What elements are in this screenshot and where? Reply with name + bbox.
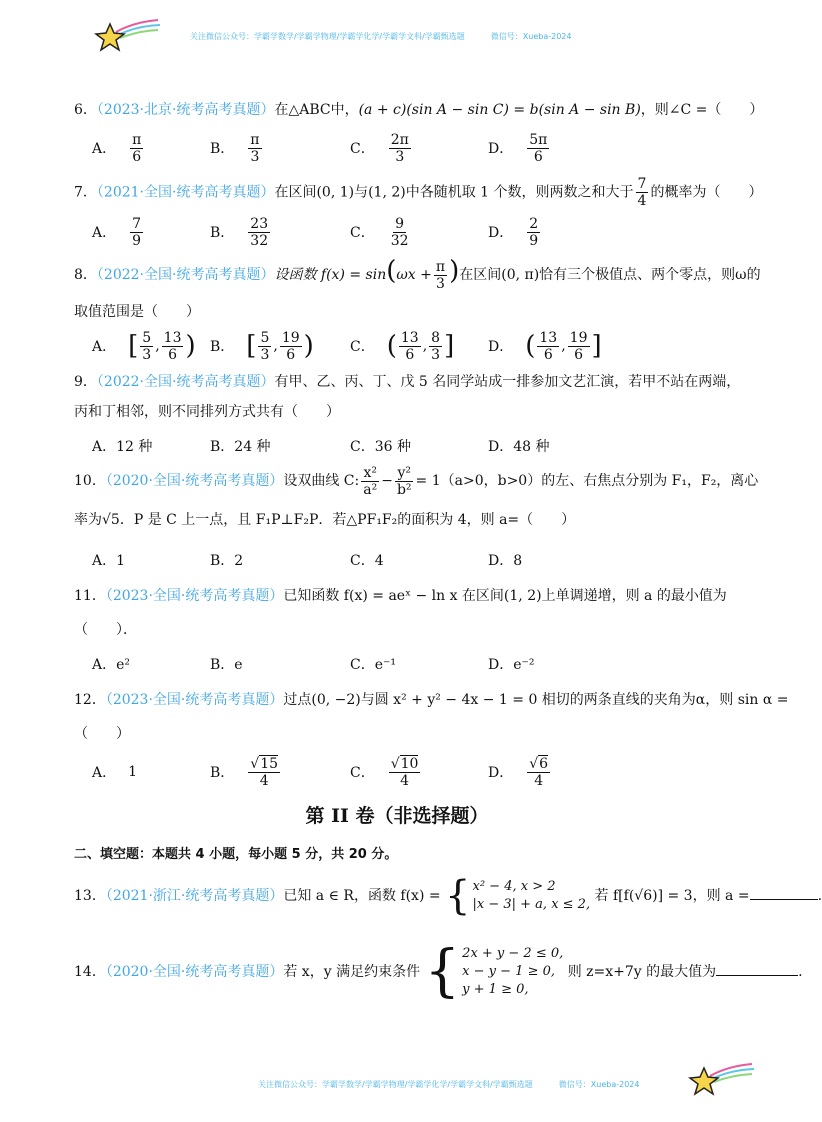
frac-den: 6 xyxy=(533,148,543,165)
footer-wechat: 微信号：Xueba-2024 xyxy=(558,1080,640,1089)
option-d[interactable]: D．48 种 xyxy=(488,439,550,455)
frac-num: 9 xyxy=(395,215,405,232)
frac-num: 8 xyxy=(431,329,441,346)
frac-den: b² xyxy=(396,481,412,498)
star-logo-icon xyxy=(688,1062,756,1100)
frac-den: 6 xyxy=(132,148,142,165)
frac-den: 6 xyxy=(543,346,553,363)
option-b[interactable] xyxy=(210,212,272,252)
options-6 xyxy=(92,128,732,168)
frac-num: 19 xyxy=(569,329,588,346)
frac-num: π xyxy=(132,131,142,148)
option-c[interactable]: C．e⁻¹ xyxy=(350,657,396,673)
question-number: 8． xyxy=(74,267,97,283)
option-letter: C． xyxy=(350,339,375,355)
frac-den: 32 xyxy=(390,232,409,249)
option-b[interactable]: B．2 xyxy=(210,553,244,569)
option-b[interactable] xyxy=(210,128,264,168)
option-letter: B． xyxy=(210,141,235,157)
question-text: 已知 a ∈ R，函数 f(x) = xyxy=(283,888,441,904)
question-text-end: = 1（a>0，b>0）的左、右焦点分别为 F₁，F₂，离心 xyxy=(415,473,759,489)
question-source: （2021·浙江·统考高考真题） xyxy=(105,888,284,904)
constraint-row: y + 1 ≥ 0, xyxy=(462,982,529,997)
frac-num: 19 xyxy=(281,329,300,346)
options-12 xyxy=(92,752,732,792)
option-a[interactable] xyxy=(92,752,137,792)
question-text: 有甲、乙、丙、丁、戊 5 名同学站成一排参加文艺汇演，若甲不站在两端， xyxy=(274,374,741,390)
interval-open: [ xyxy=(128,331,139,361)
frac-den: 4 xyxy=(637,193,647,209)
constraint-system: { 2x + y − 2 ≤ 0, x − y − 1 ≥ 0, y + 1 ≥ 0, xyxy=(424,939,564,1004)
question-text: 设双曲线 C: xyxy=(283,473,360,489)
option-a[interactable] xyxy=(92,128,145,168)
radicand: 6 xyxy=(539,755,549,772)
frac-num: 7 xyxy=(132,215,142,232)
question-text-mid: 若 f[f(√6)] = 3，则 a = xyxy=(594,888,750,904)
frac-den: 6 xyxy=(574,346,584,363)
minus-sign: − xyxy=(381,473,393,489)
question-9 xyxy=(74,372,741,392)
frac-den: 32 xyxy=(250,232,269,249)
star-logo-icon xyxy=(94,18,162,56)
question-source: （2022·全国·统考高考真题） xyxy=(96,374,275,390)
option-a[interactable]: A．12 种 xyxy=(92,439,153,455)
frac-num: x² xyxy=(363,464,377,481)
option-letter: A． xyxy=(92,765,117,781)
frac-den: 4 xyxy=(259,772,269,789)
option-letter: B． xyxy=(210,765,235,781)
frac-den: 3 xyxy=(436,275,445,292)
question-number: 13． xyxy=(74,888,106,904)
option-c[interactable]: C． ( $\frac{13}{6}$ , $\frac{8}{3}$ ] xyxy=(350,329,455,363)
option-c[interactable]: C． $\frac{√10}{4}$ xyxy=(350,755,419,789)
question-9-line2: 丙和丁相邻，则不同排列方式共有（ ） xyxy=(74,404,340,420)
frac-num: 13 xyxy=(539,329,558,346)
option-letter: C． xyxy=(350,225,375,241)
option-d[interactable] xyxy=(488,212,542,252)
option-d[interactable]: D． ( $\frac{13}{6}$ , $\frac{19}{6}$ ] xyxy=(488,329,602,363)
question-source: （2021·全国·统考高考真题） xyxy=(96,184,275,201)
option-b[interactable]: B．e xyxy=(210,657,243,673)
option-letter: A． xyxy=(92,225,117,241)
question-7 xyxy=(74,176,763,209)
question-10-line2: 率为√5．P 是 C 上一点，且 F₁P⊥F₂P．若△PF₁F₂的面积为 4，则 a=（ ） xyxy=(74,512,576,528)
interval-close: ) xyxy=(185,331,196,361)
question-text-end: ，则∠C =（ ） xyxy=(640,102,764,118)
frac-den: 3 xyxy=(260,346,270,363)
option-letter: A． xyxy=(92,141,117,157)
question-formula: 设函数 f(x) = sin xyxy=(274,267,387,283)
option-d[interactable]: D． $\frac{√6}{4}$ xyxy=(488,755,549,789)
option-d[interactable]: D．8 xyxy=(488,553,523,569)
section-title: 第 II 卷（非选择题） xyxy=(305,805,489,827)
radicand: 10 xyxy=(400,755,419,772)
interval-open: [ xyxy=(246,331,257,361)
frac-num: 2 xyxy=(529,215,539,232)
header-text: 关注微信公众号：学霸学数学/学霸学物理/学霸学化学/学霸学文科/学霸甄选题 xyxy=(190,32,465,41)
question-number: 7． xyxy=(74,184,97,201)
question-text: 在区间(0, π)恰有三个极值点、两个零点，则ω的 xyxy=(459,267,761,283)
option-d[interactable]: D．e⁻² xyxy=(488,657,535,673)
frac-num: π xyxy=(250,131,260,148)
answer-blank[interactable] xyxy=(750,885,818,900)
option-letter: D． xyxy=(488,765,514,781)
interval-open: ( xyxy=(525,331,536,361)
option-letter: D． xyxy=(488,339,514,355)
frac-num: y² xyxy=(397,464,411,481)
options-11 xyxy=(92,644,732,684)
frac-den: a² xyxy=(363,481,378,498)
question-formula-inner: ωx + xyxy=(396,267,432,283)
question-text: 过点(0, −2)与圆 x² + y² − 4x − 1 = 0 相切的两条直线的夹角为α，则 sin α = xyxy=(283,692,789,708)
frac-den: 9 xyxy=(529,232,539,249)
question-11-line2: （ ）． xyxy=(74,622,137,638)
option-letter: C． xyxy=(350,765,375,781)
option-b[interactable]: B． [ $\frac{5}{3}$ , $\frac{19}{6}$ ) xyxy=(210,329,314,363)
frac-den: 3 xyxy=(142,346,152,363)
option-letter: B． xyxy=(210,339,235,355)
frac-num: 5 xyxy=(260,329,270,346)
question-source: （2020·全国·统考高考真题） xyxy=(105,964,284,980)
question-formula: (a + c)(sin A − sin C) = b(sin A − sin B) xyxy=(358,102,641,118)
interval-open: ( xyxy=(386,331,397,361)
question-number: 6． xyxy=(74,102,97,118)
piecewise-function: { x² − 4, x > 2 |x − 3| + a, x ≤ 2, xyxy=(445,873,591,919)
question-12-line2: （ ） xyxy=(74,726,130,742)
question-text-end: . xyxy=(817,888,822,904)
option-letter: A． xyxy=(92,339,117,355)
question-text: 在△ABC中， xyxy=(274,102,359,118)
option-c[interactable]: C．36 种 xyxy=(350,439,411,455)
fill-in-heading: 二、填空题：本题共 4 小题，每小题 5 分，共 20 分。 xyxy=(74,847,398,862)
option-a[interactable]: A．1 xyxy=(92,553,126,569)
frac-den: 3 xyxy=(431,346,441,363)
constraint-row: x − y − 1 ≥ 0, xyxy=(462,964,555,979)
option-a[interactable]: A．e² xyxy=(92,657,131,673)
question-11 xyxy=(74,586,727,606)
option-value: 1 xyxy=(128,764,138,780)
frac-den: 6 xyxy=(168,346,178,363)
case-row: |x − 3| + a, x ≤ 2, xyxy=(472,897,591,912)
question-number: 12． xyxy=(74,692,106,708)
question-text: 已知函数 f(x) = aeˣ − ln x 在区间(1, 2)上单调递增，则 a 的最小值为 xyxy=(283,588,727,604)
frac-den: 6 xyxy=(286,346,296,363)
question-source: （2022·全国·统考高考真题） xyxy=(96,267,275,283)
option-letter: B． xyxy=(210,225,235,241)
question-text-end: 的概率为（ ） xyxy=(650,184,763,201)
frac-num: 7 xyxy=(637,176,647,192)
answer-blank[interactable] xyxy=(716,961,798,976)
frac-num: 2π xyxy=(390,131,409,148)
question-12 xyxy=(74,690,789,710)
question-source: （2020·全国·统考高考真题） xyxy=(105,473,284,489)
frac-num: 5π xyxy=(529,131,548,148)
interval-close: ) xyxy=(303,331,314,361)
question-number: 14． xyxy=(74,964,106,980)
option-c[interactable] xyxy=(350,212,413,252)
question-8-line2: 取值范围是（ ） xyxy=(74,304,200,320)
options-8 xyxy=(92,326,732,366)
question-number: 10． xyxy=(74,473,106,489)
page-footer xyxy=(258,1079,639,1090)
frac-num: 13 xyxy=(400,329,419,346)
radicand: 15 xyxy=(260,755,279,772)
header-wechat: 微信号：Xueba-2024 xyxy=(490,32,572,41)
frac-num: 5 xyxy=(142,329,152,346)
frac-num: 13 xyxy=(163,329,182,346)
option-c[interactable] xyxy=(350,128,413,168)
option-a[interactable]: A． [ $\frac{5}{3}$ , $\frac{13}{6}$ ) xyxy=(92,329,196,363)
question-number: 11． xyxy=(74,588,106,604)
frac-den: 9 xyxy=(132,232,142,249)
option-b[interactable]: B． $\frac{√15}{4}$ xyxy=(210,755,279,789)
frac-den: 3 xyxy=(395,148,405,165)
frac-den: 3 xyxy=(250,148,260,165)
question-10 xyxy=(74,464,759,498)
frac-den: 4 xyxy=(400,772,410,789)
option-letter: D． xyxy=(488,225,514,241)
case-row: x² − 4, x > 2 xyxy=(472,879,556,894)
frac-den: 4 xyxy=(534,772,544,789)
question-13 xyxy=(74,873,822,919)
question-8: 8．（2022·全国·统考高考真题）设函数 f(x) = sin(ωx + $\frac{\pi}{3}$ )在区间(0, π)恰有三个极值点、两个零点，则ω的 xyxy=(74,256,761,292)
question-text-end: . xyxy=(798,964,803,980)
question-14 xyxy=(74,939,803,1004)
interval-close: ] xyxy=(591,331,602,361)
option-d[interactable] xyxy=(488,128,551,168)
option-b[interactable]: B．24 种 xyxy=(210,439,271,455)
options-9 xyxy=(92,426,732,466)
question-source: （2023·全国·统考高考真题） xyxy=(105,588,284,604)
question-text: 在区间(0, 1)与(1, 2)中各随机取 1 个数，则两数之和大于 xyxy=(274,184,634,201)
constraint-row: 2x + y − 2 ≤ 0, xyxy=(462,946,564,961)
interval-close: ] xyxy=(444,331,455,361)
option-letter: C． xyxy=(350,141,375,157)
options-10 xyxy=(92,540,732,580)
option-a[interactable] xyxy=(92,212,145,252)
option-letter: D． xyxy=(488,141,514,157)
frac-num: π xyxy=(435,258,446,275)
footer-text: 关注微信公众号：学霸学数学/学霸学物理/学霸学化学/学霸学文科/学霸甄选题 xyxy=(258,1080,533,1089)
question-text: 若 x，y 满足约束条件 xyxy=(283,964,421,980)
question-number: 9． xyxy=(74,374,97,390)
question-source: （2023·全国·统考高考真题） xyxy=(105,692,284,708)
question-6 xyxy=(74,100,764,120)
frac-den: 6 xyxy=(405,346,415,363)
option-c[interactable]: C．4 xyxy=(350,553,384,569)
frac-num: 23 xyxy=(250,215,269,232)
options-7 xyxy=(92,212,732,252)
question-text-mid: 则 z=x+7y 的最大值为 xyxy=(567,964,717,980)
question-source: （2023·北京·统考高考真题） xyxy=(96,102,275,118)
page-header xyxy=(190,31,571,42)
